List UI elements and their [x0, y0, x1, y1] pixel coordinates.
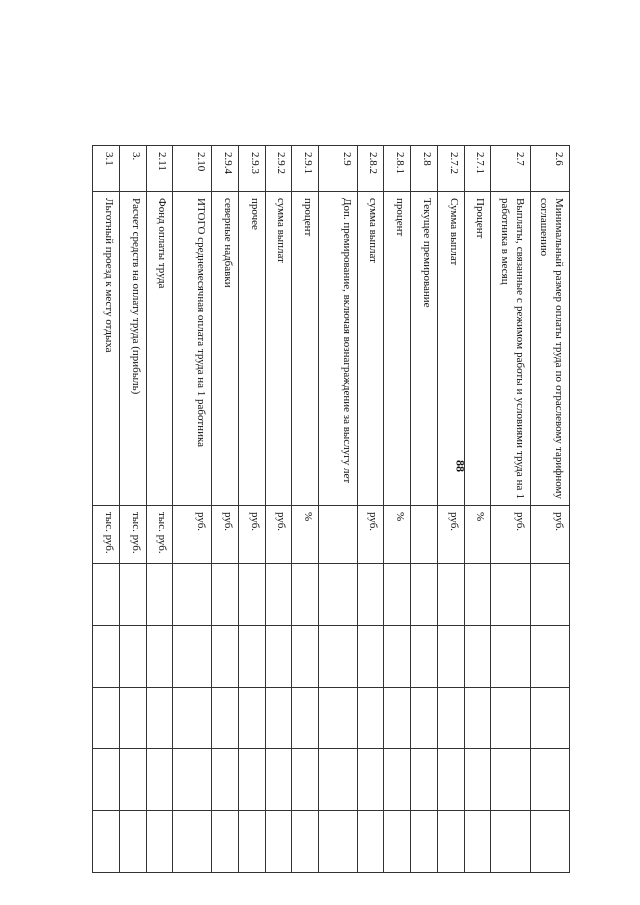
row-label: Процент — [464, 192, 491, 506]
value-cell — [411, 687, 438, 749]
value-cell — [93, 749, 120, 811]
row-unit: руб. — [357, 506, 384, 564]
value-cell — [212, 625, 239, 687]
value-cell — [319, 625, 358, 687]
row-label: Фонд оплаты труда — [146, 192, 173, 506]
value-cell — [437, 749, 464, 811]
value-cell — [93, 687, 120, 749]
value-cell — [238, 625, 265, 687]
row-unit: % — [292, 506, 319, 564]
row-label: сумма выплат — [265, 192, 292, 506]
table-row — [530, 146, 569, 873]
value-cell — [238, 564, 265, 626]
table-row — [437, 146, 464, 873]
value-cell — [437, 625, 464, 687]
value-cell — [491, 687, 530, 749]
value-cell — [437, 687, 464, 749]
value-cell — [384, 625, 411, 687]
row-unit: руб. — [530, 506, 569, 564]
value-cell — [292, 687, 319, 749]
value-cell — [119, 687, 146, 749]
value-cell — [437, 811, 464, 873]
value-cell — [464, 749, 491, 811]
value-cell — [464, 687, 491, 749]
table-row — [292, 146, 319, 873]
value-cell — [119, 811, 146, 873]
row-label: Текущее премирование — [411, 192, 438, 506]
row-number: 2.10 — [173, 146, 212, 192]
value-cell — [491, 564, 530, 626]
row-label: Минимальный размер оплаты труда по отраслевому тарифному соглашению — [530, 192, 569, 506]
value-cell — [319, 687, 358, 749]
row-number: 2.9.2 — [265, 146, 292, 192]
value-cell — [530, 625, 569, 687]
value-cell — [384, 811, 411, 873]
row-number: 2.7.2 — [437, 146, 464, 192]
row-number: 2.6 — [530, 146, 569, 192]
value-cell — [93, 564, 120, 626]
value-cell — [146, 625, 173, 687]
value-cell — [173, 564, 212, 626]
value-cell — [464, 625, 491, 687]
value-cell — [464, 564, 491, 626]
value-cell — [173, 749, 212, 811]
value-cell — [119, 564, 146, 626]
row-unit: % — [464, 506, 491, 564]
row-label: северные надбавки — [212, 192, 239, 506]
value-cell — [491, 749, 530, 811]
row-unit: руб. — [265, 506, 292, 564]
value-cell — [384, 564, 411, 626]
row-unit: руб. — [437, 506, 464, 564]
row-label: Выплаты, связанные с режимом работы и условиями труда на 1 работника в месяц — [491, 192, 530, 506]
value-cell — [491, 811, 530, 873]
value-cell — [530, 687, 569, 749]
value-cell — [384, 687, 411, 749]
row-unit: тыс. руб. — [93, 506, 120, 564]
row-number: 2.8 — [411, 146, 438, 192]
value-cell — [238, 811, 265, 873]
row-unit: руб. — [173, 506, 212, 564]
value-cell — [173, 687, 212, 749]
table-row — [357, 146, 384, 873]
row-number: 2.9.3 — [238, 146, 265, 192]
rotated-table-area — [92, 145, 570, 872]
value-cell — [93, 811, 120, 873]
table-row — [384, 146, 411, 873]
table-row — [464, 146, 491, 873]
table-row — [173, 146, 212, 873]
value-cell — [265, 687, 292, 749]
value-cell — [173, 811, 212, 873]
row-number: 2.8.2 — [357, 146, 384, 192]
row-number: 3.1 — [93, 146, 120, 192]
value-cell — [173, 625, 212, 687]
value-cell — [319, 811, 358, 873]
row-label: Расчет средств на оплату труда (прибыль) — [119, 192, 146, 506]
row-label: Сумма выплат — [437, 192, 464, 506]
value-cell — [146, 749, 173, 811]
value-cell — [265, 811, 292, 873]
row-number: 2.9.1 — [292, 146, 319, 192]
row-number: 2.9.4 — [212, 146, 239, 192]
table-row — [319, 146, 358, 873]
value-cell — [212, 564, 239, 626]
row-number: 2.7.1 — [464, 146, 491, 192]
row-unit — [319, 506, 358, 564]
value-cell — [292, 564, 319, 626]
value-cell — [384, 749, 411, 811]
value-cell — [265, 749, 292, 811]
value-cell — [119, 625, 146, 687]
row-number: 2.11 — [146, 146, 173, 192]
value-cell — [146, 687, 173, 749]
value-cell — [292, 811, 319, 873]
value-cell — [212, 749, 239, 811]
value-cell — [238, 749, 265, 811]
row-number: 3. — [119, 146, 146, 192]
row-label: сумма выплат — [357, 192, 384, 506]
value-cell — [357, 687, 384, 749]
value-cell — [319, 749, 358, 811]
row-unit: % — [384, 506, 411, 564]
row-unit: тыс. руб. — [119, 506, 146, 564]
value-cell — [292, 749, 319, 811]
table-row — [212, 146, 239, 873]
row-unit: тыс. руб. — [146, 506, 173, 564]
value-cell — [319, 564, 358, 626]
value-cell — [411, 811, 438, 873]
value-cell — [357, 625, 384, 687]
value-cell — [437, 564, 464, 626]
table-row — [491, 146, 530, 873]
value-cell — [491, 625, 530, 687]
table-row — [146, 146, 173, 873]
value-cell — [411, 749, 438, 811]
value-cell — [93, 625, 120, 687]
value-cell — [530, 811, 569, 873]
value-cell — [530, 564, 569, 626]
value-cell — [212, 687, 239, 749]
value-cell — [357, 564, 384, 626]
table-row — [265, 146, 292, 873]
value-cell — [530, 749, 569, 811]
value-cell — [238, 687, 265, 749]
value-cell — [119, 749, 146, 811]
page-number: 88 — [453, 460, 468, 472]
row-label: Доп. премирование, включая вознаграждение за выслугу лет — [319, 192, 358, 506]
value-cell — [357, 811, 384, 873]
row-unit: руб. — [491, 506, 530, 564]
row-number: 2.7 — [491, 146, 530, 192]
table-frame — [92, 145, 570, 872]
value-cell — [212, 811, 239, 873]
value-cell — [357, 749, 384, 811]
value-cell — [411, 564, 438, 626]
value-cell — [265, 564, 292, 626]
row-number: 2.8.1 — [384, 146, 411, 192]
value-cell — [411, 625, 438, 687]
row-unit: руб. — [212, 506, 239, 564]
row-label: процент — [292, 192, 319, 506]
table-row — [238, 146, 265, 873]
table-row — [411, 146, 438, 873]
table-body — [93, 146, 570, 873]
row-label: прочее — [238, 192, 265, 506]
row-unit: руб. — [238, 506, 265, 564]
value-cell — [464, 811, 491, 873]
data-table — [92, 145, 570, 873]
row-label: Льготный проезд к месту отдыха — [93, 192, 120, 506]
table-row — [119, 146, 146, 873]
value-cell — [265, 625, 292, 687]
value-cell — [292, 625, 319, 687]
value-cell — [146, 564, 173, 626]
row-label: ИТОГО среднемесячная оплата труда на 1 работника — [173, 192, 212, 506]
value-cell — [146, 811, 173, 873]
table-row — [93, 146, 120, 873]
row-number: 2.9 — [319, 146, 358, 192]
row-label: процент — [384, 192, 411, 506]
row-unit — [411, 506, 438, 564]
